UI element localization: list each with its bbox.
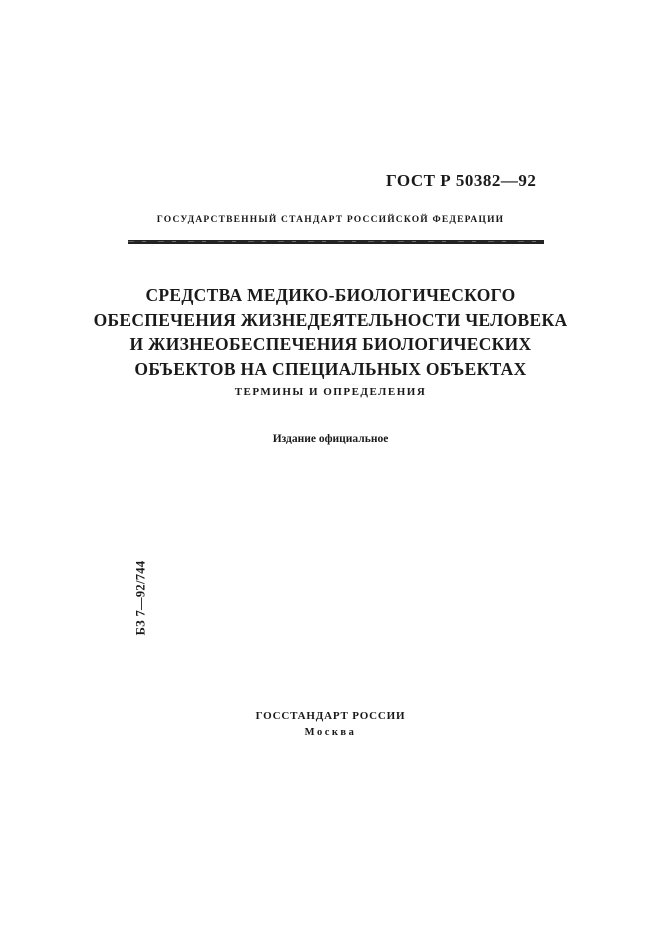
standard-number: ГОСТ Р 50382—92 xyxy=(386,171,537,190)
title-line: СРЕДСТВА МЕДИКО-БИОЛОГИЧЕСКОГО xyxy=(145,285,516,305)
edition-note: Издание официальное xyxy=(272,433,389,445)
publisher-city: Москва xyxy=(304,727,357,738)
title-line: ОБЕСПЕЧЕНИЯ ЖИЗНЕДЕЯТЕЛЬНОСТИ ЧЕЛОВЕКА xyxy=(93,309,568,330)
document-title xyxy=(0,283,661,381)
header-divider xyxy=(128,240,544,244)
title-line: И ЖИЗНЕОБЕСПЕЧЕНИЯ БИОЛОГИЧЕСКИХ xyxy=(129,334,532,354)
state-standard-header: ГОСУДАРСТВЕННЫЙ СТАНДАРТ РОССИЙСКОЙ ФЕДЕРАЦИИ xyxy=(156,215,505,225)
side-catalog-code: БЗ 7—92/744 xyxy=(133,560,148,636)
document-subtitle: ТЕРМИНЫ И ОПРЕДЕЛЕНИЯ xyxy=(234,386,427,398)
publisher-name: ГОССТАНДАРТ РОССИИ xyxy=(255,710,406,722)
title-line: ОБЪЕКТОВ НА СПЕЦИАЛЬНЫХ ОБЪЕКТАХ xyxy=(134,358,527,379)
